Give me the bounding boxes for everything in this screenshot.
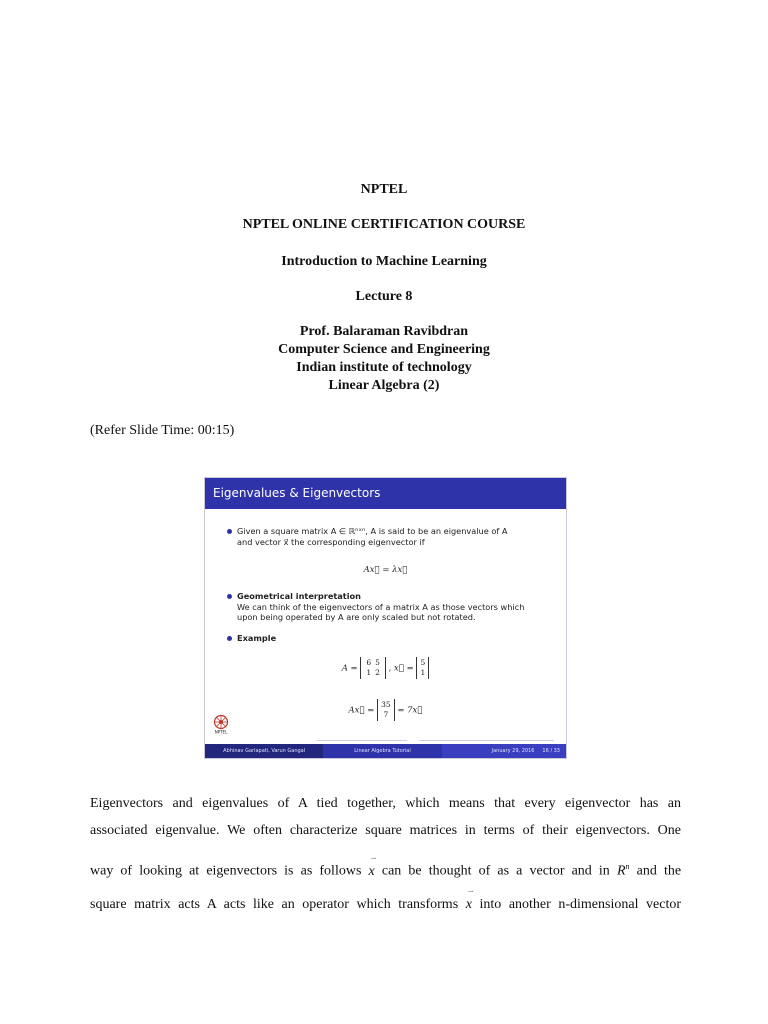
nptel-logo-icon <box>211 714 231 734</box>
body-line-3 <box>90 851 681 888</box>
vector-x <box>416 657 429 679</box>
institute-name: Indian institute of technology <box>296 360 472 375</box>
slide-nav-bar <box>317 740 407 741</box>
eigen-equation: Ax⃗ = λx⃗ <box>363 565 408 575</box>
vector-Ax-cell: 35 <box>381 700 391 709</box>
body-line-2: associated eigenvalue. We often characterize square matrices in terms of their eigenvectors. One <box>90 823 681 838</box>
vector-x-symbol: ⇀ x <box>369 856 375 888</box>
body-line-1: Eigenvectors and eigenvalues of A tied together, which means that every eigenvector has an <box>90 796 681 811</box>
example-matrix-equation <box>205 657 566 679</box>
header-course: NPTEL ONLINE CERTIFICATION COURSE <box>242 217 526 232</box>
bullet-geometry-line1: We can think of the eigenvectors of a matrix A as those vectors which <box>237 601 525 612</box>
footer-authors: Abhinav Garlapati, Varun Gangal <box>205 744 323 758</box>
footer-page: 16 / 33 <box>542 748 560 754</box>
matrix-A-cell: 6 <box>366 658 372 667</box>
matrix-A-cell: 1 <box>366 668 372 677</box>
header-subject: Introduction to Machine Learning <box>281 254 487 269</box>
matrix-A-cell: 2 <box>375 668 380 677</box>
example-A-label: A = <box>341 663 358 674</box>
slide-nav-bar <box>419 740 554 741</box>
example-x-label: , x⃗ = <box>388 663 414 674</box>
header-credits <box>0 323 768 395</box>
topic-name: Linear Algebra (2) <box>328 378 440 393</box>
slide-title: Eigenvalues & Eigenvectors <box>205 478 566 509</box>
header-org: NPTEL <box>360 182 408 197</box>
body-line-4-part-b: into another n-dimensional vector <box>479 897 681 912</box>
footer-date: January 29, 2016 <box>491 748 535 754</box>
bullet-definition-line1: Given a square matrix A ∈ ℝⁿˣⁿ, A is said to be an eigenvalue of A <box>237 526 508 536</box>
example-result: = 7x⃗ <box>397 705 423 716</box>
example-Ax-label: Ax⃗ = <box>348 705 375 716</box>
slide-bullet-definition <box>227 526 557 547</box>
bullet-dot-icon <box>227 529 232 534</box>
vector-x-cell: 5 <box>420 658 426 667</box>
header-lecture: Lecture 8 <box>355 289 413 304</box>
bullet-definition-line2: and vector x⃗ the corresponding eigenvector if <box>237 536 425 547</box>
refer-slide-time: (Refer Slide Time: 00:15) <box>90 423 235 438</box>
lecture-slide <box>204 477 567 759</box>
logo-text: NPTEL <box>214 729 228 734</box>
bullet-example-heading: Example <box>237 633 277 643</box>
vector-Ax <box>377 699 395 721</box>
body-line-3-part-a: way of looking at eigenvectors is as follows <box>90 863 362 879</box>
bullet-dot-icon <box>227 636 232 641</box>
real-space-symbol: $R^n$ <box>616 862 630 879</box>
body-line-4-part-a: square matrix acts A acts like an operator which transforms <box>90 897 459 912</box>
professor-name: Prof. Balaraman Ravibdran <box>299 324 469 339</box>
slide-bullet-geometry <box>227 591 557 623</box>
department-name: Computer Science and Engineering <box>278 342 490 357</box>
vector-x-cell: 1 <box>420 668 426 677</box>
matrix-A <box>360 657 386 679</box>
body-line-3-part-c: and the <box>636 863 682 879</box>
footer-title: Linear Algebra Tutorial <box>323 744 441 758</box>
slide-footer <box>205 744 566 758</box>
body-line-3-part-b: can be thought of as a vector and in <box>381 863 610 879</box>
body-line-4 <box>90 889 681 921</box>
vector-arrow-icon: ⇀ <box>370 854 377 863</box>
matrix-A-cell: 5 <box>375 658 380 667</box>
bullet-geometry-line2: upon being operated by A are only scaled but not rotated. <box>237 612 476 622</box>
vector-arrow-icon: ⇀ <box>467 888 474 896</box>
slide-bullet-example <box>227 633 557 644</box>
example-product-equation <box>205 699 566 721</box>
vector-x-symbol: ⇀ x <box>466 889 472 921</box>
bullet-geometry-heading: Geometrical interpretation <box>237 591 361 601</box>
bullet-dot-icon <box>227 594 232 599</box>
footer-date-page <box>442 744 566 758</box>
vector-Ax-cell: 7 <box>383 710 389 719</box>
